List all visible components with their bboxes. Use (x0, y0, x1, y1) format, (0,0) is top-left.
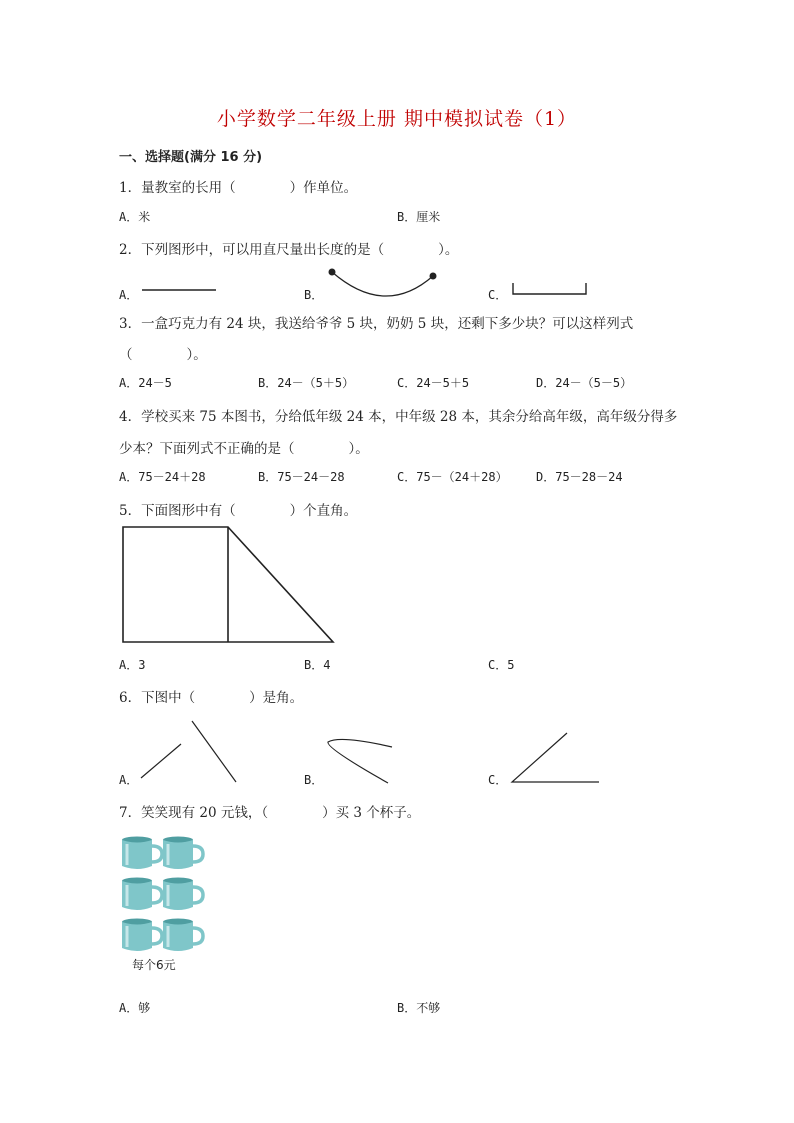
question-3-line-2: （ ）。 (119, 347, 207, 363)
q6-option-b: B． (304, 773, 324, 787)
q5-figure-outline (123, 527, 333, 642)
q2-figure-b-endpoint (329, 269, 336, 276)
q3-option-b: B．24－（5＋5） (258, 376, 355, 390)
q2-figure-b-endpoint (430, 273, 437, 280)
question-7: 7．笑笑现有 20 元钱，（ ）买 3 个杯子。 (119, 805, 421, 821)
q6-figure-b-curve (328, 739, 392, 783)
q6-option-a: A． (119, 773, 139, 787)
cup-icon (122, 878, 162, 911)
price-caption: 每个6元 (132, 958, 176, 972)
q4-option-a: A．75－24＋28 (119, 470, 206, 484)
q3-option-d: D．24－（5－5） (536, 376, 633, 390)
question-5: 5．下面图形中有（ ）个直角。 (119, 503, 358, 519)
cup-icon (163, 919, 203, 952)
q5-option-c: C．5 (488, 658, 515, 672)
q6-figure-a-line (141, 744, 181, 778)
q6-figure-c-angle (512, 733, 599, 782)
q6-option-c: C． (488, 773, 508, 787)
q5-option-b: B．4 (304, 658, 331, 672)
q5-option-a: A．3 (119, 658, 146, 672)
q7-option-b: B．不够 (397, 1001, 441, 1015)
cup-icon (163, 837, 203, 870)
question-4-line-2: 少本？下面列式不正确的是（ ）。 (119, 441, 369, 457)
question-6: 6．下图中（ ）是角。 (119, 690, 304, 706)
page-title: 小学数学二年级上册 期中模拟试卷（1） (216, 108, 578, 130)
q4-option-c: C．75－（24＋28） (397, 470, 508, 484)
question-1: 1．量教室的长用（ ）作单位。 (119, 180, 358, 196)
q6-figure-a-line (192, 721, 236, 782)
q4-option-d: D．75－28－24 (536, 470, 623, 484)
q1-option-a: A．米 (119, 210, 151, 224)
cup-icon (163, 878, 203, 911)
q3-option-c: C．24－5＋5 (397, 376, 470, 390)
cup-icon (122, 919, 162, 952)
question-2: 2．下列图形中，可以用直尺量出长度的是（ ）。 (119, 242, 459, 258)
q2-option-a: A． (119, 288, 139, 302)
q7-option-a: A．够 (119, 1001, 151, 1015)
q2-option-b: B． (304, 288, 324, 302)
q2-figure-c-bracket (513, 283, 586, 294)
q2-option-c: C． (488, 288, 508, 302)
question-3-line-1: 3．一盒巧克力有 24 块，我送给爷爷 5 块，奶奶 5 块，还剩下多少块？可以这样列式 (119, 316, 634, 332)
q3-option-a: A．24－5 (119, 376, 172, 390)
section-heading: 一、选择题(满分 16 分) (119, 150, 263, 165)
q4-option-b: B．75－24－28 (258, 470, 345, 484)
q1-option-b: B．厘米 (397, 210, 441, 224)
question-4-line-1: 4．学校买来 75 本图书，分给低年级 24 本，中年级 28 本，其余分给高年级，高年级分得多 (119, 409, 678, 425)
cup-icon (122, 837, 162, 870)
q2-figure-b-arc (332, 272, 433, 296)
